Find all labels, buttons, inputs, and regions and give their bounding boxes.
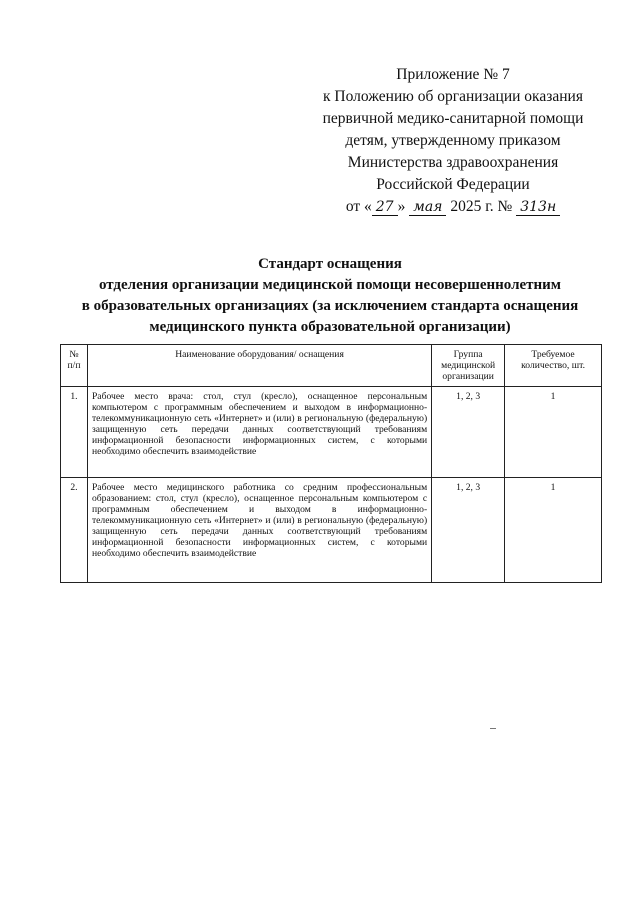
appendix-line-3: первичной медико-санитарной помощи	[322, 110, 584, 127]
date-month-handwritten: мая	[409, 199, 446, 216]
row-num: 2.	[61, 478, 88, 583]
row-group: 1, 2, 3	[432, 387, 505, 478]
appendix-line-6: Российской Федерации	[376, 176, 530, 193]
order-date-line	[318, 196, 588, 218]
appendix-block	[318, 64, 588, 218]
row-quantity: 1	[505, 478, 602, 583]
header-group: Группа медицинской организации	[432, 345, 505, 387]
order-number-handwritten: 313н	[516, 199, 560, 216]
appendix-line-5: Министерства здравоохранения	[347, 154, 559, 171]
row-equipment-name: Рабочее место врача: стол, стул (кресло), оснащенное персональным компьютером с программным обеспечением и выходом в информационно-телекоммуникационную сеть «Интернет» и (или) в региональную (федеральную) защищенную сеть передачи данных соответствующий требованиям информационной безопасности информационных систем, с которыми необходимо обеспечить взаимодействие	[87, 387, 431, 478]
table-row	[61, 387, 602, 478]
title-line-1: Стандарт оснащения	[258, 256, 402, 272]
date-prefix: от «	[345, 198, 372, 215]
equipment-table	[60, 344, 602, 583]
title-line-2: отделения организации медицинской помощи несовершеннолетним	[98, 277, 562, 293]
row-quantity: 1	[505, 387, 602, 478]
appendix-line-2: к Положению об организации оказания	[323, 88, 583, 105]
header-name: Наименование оборудования/ оснащения	[87, 345, 431, 387]
scan-mark	[490, 728, 496, 729]
date-mid: »	[397, 198, 406, 215]
date-day-handwritten: 27	[372, 199, 398, 216]
table-row	[61, 478, 602, 583]
header-num: № п/п	[61, 345, 88, 387]
row-num: 1.	[61, 387, 88, 478]
table-header-row	[61, 345, 602, 387]
appendix-line-4: детям, утвержденному приказом	[345, 132, 561, 149]
date-year: 2025 г. №	[450, 198, 513, 215]
document-title	[60, 254, 600, 338]
row-equipment-name: Рабочее место медицинского работника со средним профессиональным образованием: стол, стул (кресло), оснащенное персональным компьютером с программным обеспечением и выходом в информационно-телекоммуникационную сеть «Интернет» и (или) в региональную (федеральную) защищенную сеть передачи данных соответствующий требованиям информационной безопасности информационных систем, с которыми необходимо обеспечить взаимодействие	[87, 478, 431, 583]
row-group: 1, 2, 3	[432, 478, 505, 583]
title-line-4: медицинского пункта образовательной организации)	[149, 319, 511, 335]
header-qty: Требуемое количество, шт.	[505, 345, 602, 387]
title-line-3: в образовательных организациях (за исключением стандарта оснащения	[81, 298, 579, 314]
appendix-number: Приложение № 7	[396, 66, 510, 83]
